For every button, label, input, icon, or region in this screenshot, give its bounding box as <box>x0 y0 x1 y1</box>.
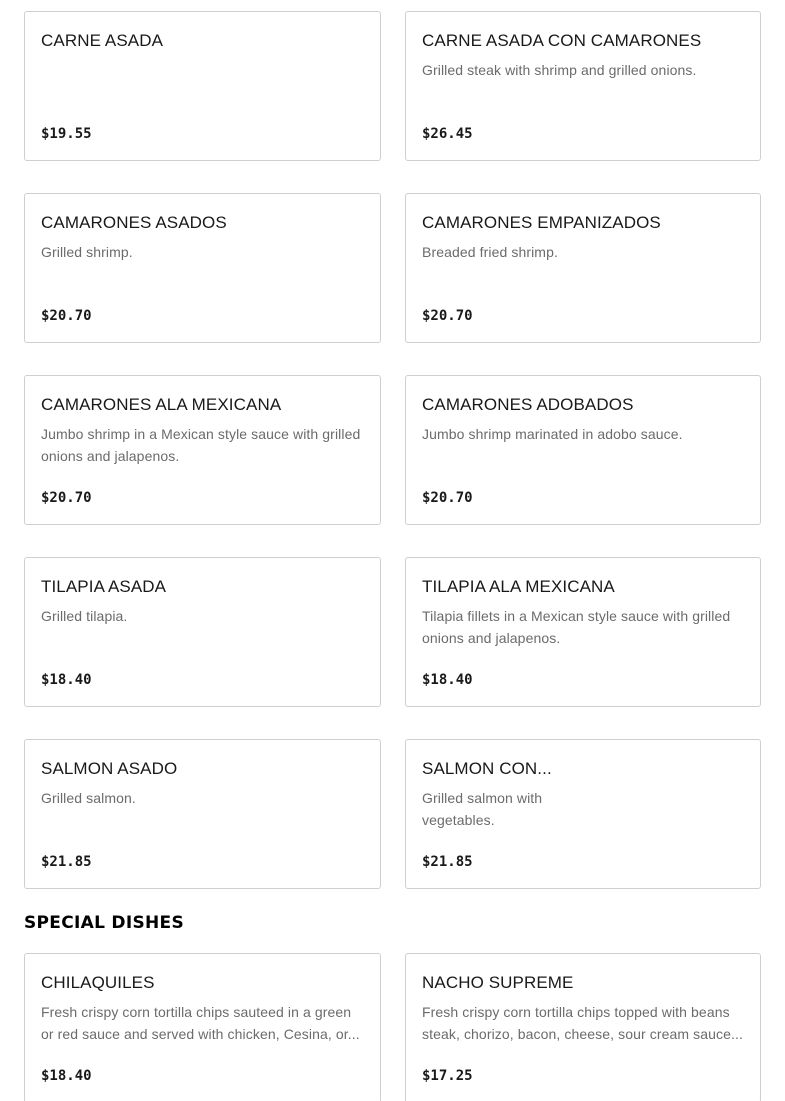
menu-item-name: SALMON CON... <box>422 759 552 778</box>
menu-item-description: Grilled salmon. <box>41 790 136 806</box>
menu-item-card[interactable] <box>24 557 381 707</box>
menu-item-description: Grilled tilapia. <box>41 608 128 624</box>
menu-item-price: $20.70 <box>41 308 92 324</box>
menu-item-price: $21.85 <box>41 854 92 870</box>
menu-item-description: Grilled salmon with vegetables. <box>422 790 543 828</box>
menu-item-card[interactable] <box>24 375 381 525</box>
menu-item-name: SALMON ASADO <box>41 759 178 778</box>
menu-item-card[interactable] <box>405 375 761 525</box>
menu-item-name: CAMARONES ADOBADOS <box>422 395 634 414</box>
menu-item-price: $18.40 <box>422 672 473 688</box>
menu-item-card[interactable] <box>405 11 761 161</box>
menu-item-name: CAMARONES ALA MEXICANA <box>41 395 282 414</box>
menu-item-name: TILAPIA ALA MEXICANA <box>422 577 615 596</box>
menu-item-name: CHILAQUILES <box>41 973 155 992</box>
menu-item-grid <box>24 11 761 889</box>
section-title-special-dishes: SPECIAL DISHES <box>24 913 184 933</box>
menu-item-card[interactable] <box>405 739 761 889</box>
menu-item-card[interactable] <box>405 193 761 343</box>
menu-item-card[interactable] <box>405 953 761 1101</box>
menu-item-description: Grilled shrimp. <box>41 244 133 260</box>
menu-item-price: $19.55 <box>41 126 92 142</box>
menu-item-card[interactable] <box>24 193 381 343</box>
menu-item-price: $20.70 <box>41 490 92 506</box>
menu-item-card[interactable] <box>24 739 381 889</box>
menu-item-description: Fresh crispy corn tortilla chips sauteed in a green or red sauce and served with chicken, Cesina, or... <box>41 1004 360 1042</box>
menu-item-name: CARNE ASADA CON CAMARONES <box>422 31 702 50</box>
menu-item-price: $20.70 <box>422 308 473 324</box>
menu-item-price: $20.70 <box>422 490 473 506</box>
menu-item-price: $26.45 <box>422 126 473 142</box>
menu-item-card[interactable] <box>24 953 381 1101</box>
menu-item-price: $18.40 <box>41 672 92 688</box>
menu-item-name: CAMARONES EMPANIZADOS <box>422 213 661 232</box>
menu-item-description: Tilapia fillets in a Mexican style sauce with grilled onions and jalapenos. <box>422 608 731 646</box>
menu-item-description: Jumbo shrimp marinated in adobo sauce. <box>422 426 683 442</box>
menu-item-card[interactable] <box>24 11 381 161</box>
menu-item-price: $17.25 <box>422 1068 473 1084</box>
menu-item-card[interactable] <box>405 557 761 707</box>
menu-item-name: CARNE ASADA <box>41 31 164 50</box>
special-dishes-grid <box>24 953 761 1101</box>
menu-item-description: Fresh crispy corn tortilla chips topped with beans steak, chorizo, bacon, cheese, sour cream sauce... <box>422 1004 743 1042</box>
menu-item-name: NACHO SUPREME <box>422 973 574 992</box>
menu-item-price: $21.85 <box>422 854 473 870</box>
menu-item-description: Grilled steak with shrimp and grilled onions. <box>422 62 697 78</box>
menu-item-name: CAMARONES ASADOS <box>41 213 227 232</box>
menu-item-description: Jumbo shrimp in a Mexican style sauce with grilled onions and jalapenos. <box>41 426 361 464</box>
menu-item-description: Breaded fried shrimp. <box>422 244 558 260</box>
menu-item-name: TILAPIA ASADA <box>41 577 167 596</box>
menu-item-price: $18.40 <box>41 1068 92 1084</box>
